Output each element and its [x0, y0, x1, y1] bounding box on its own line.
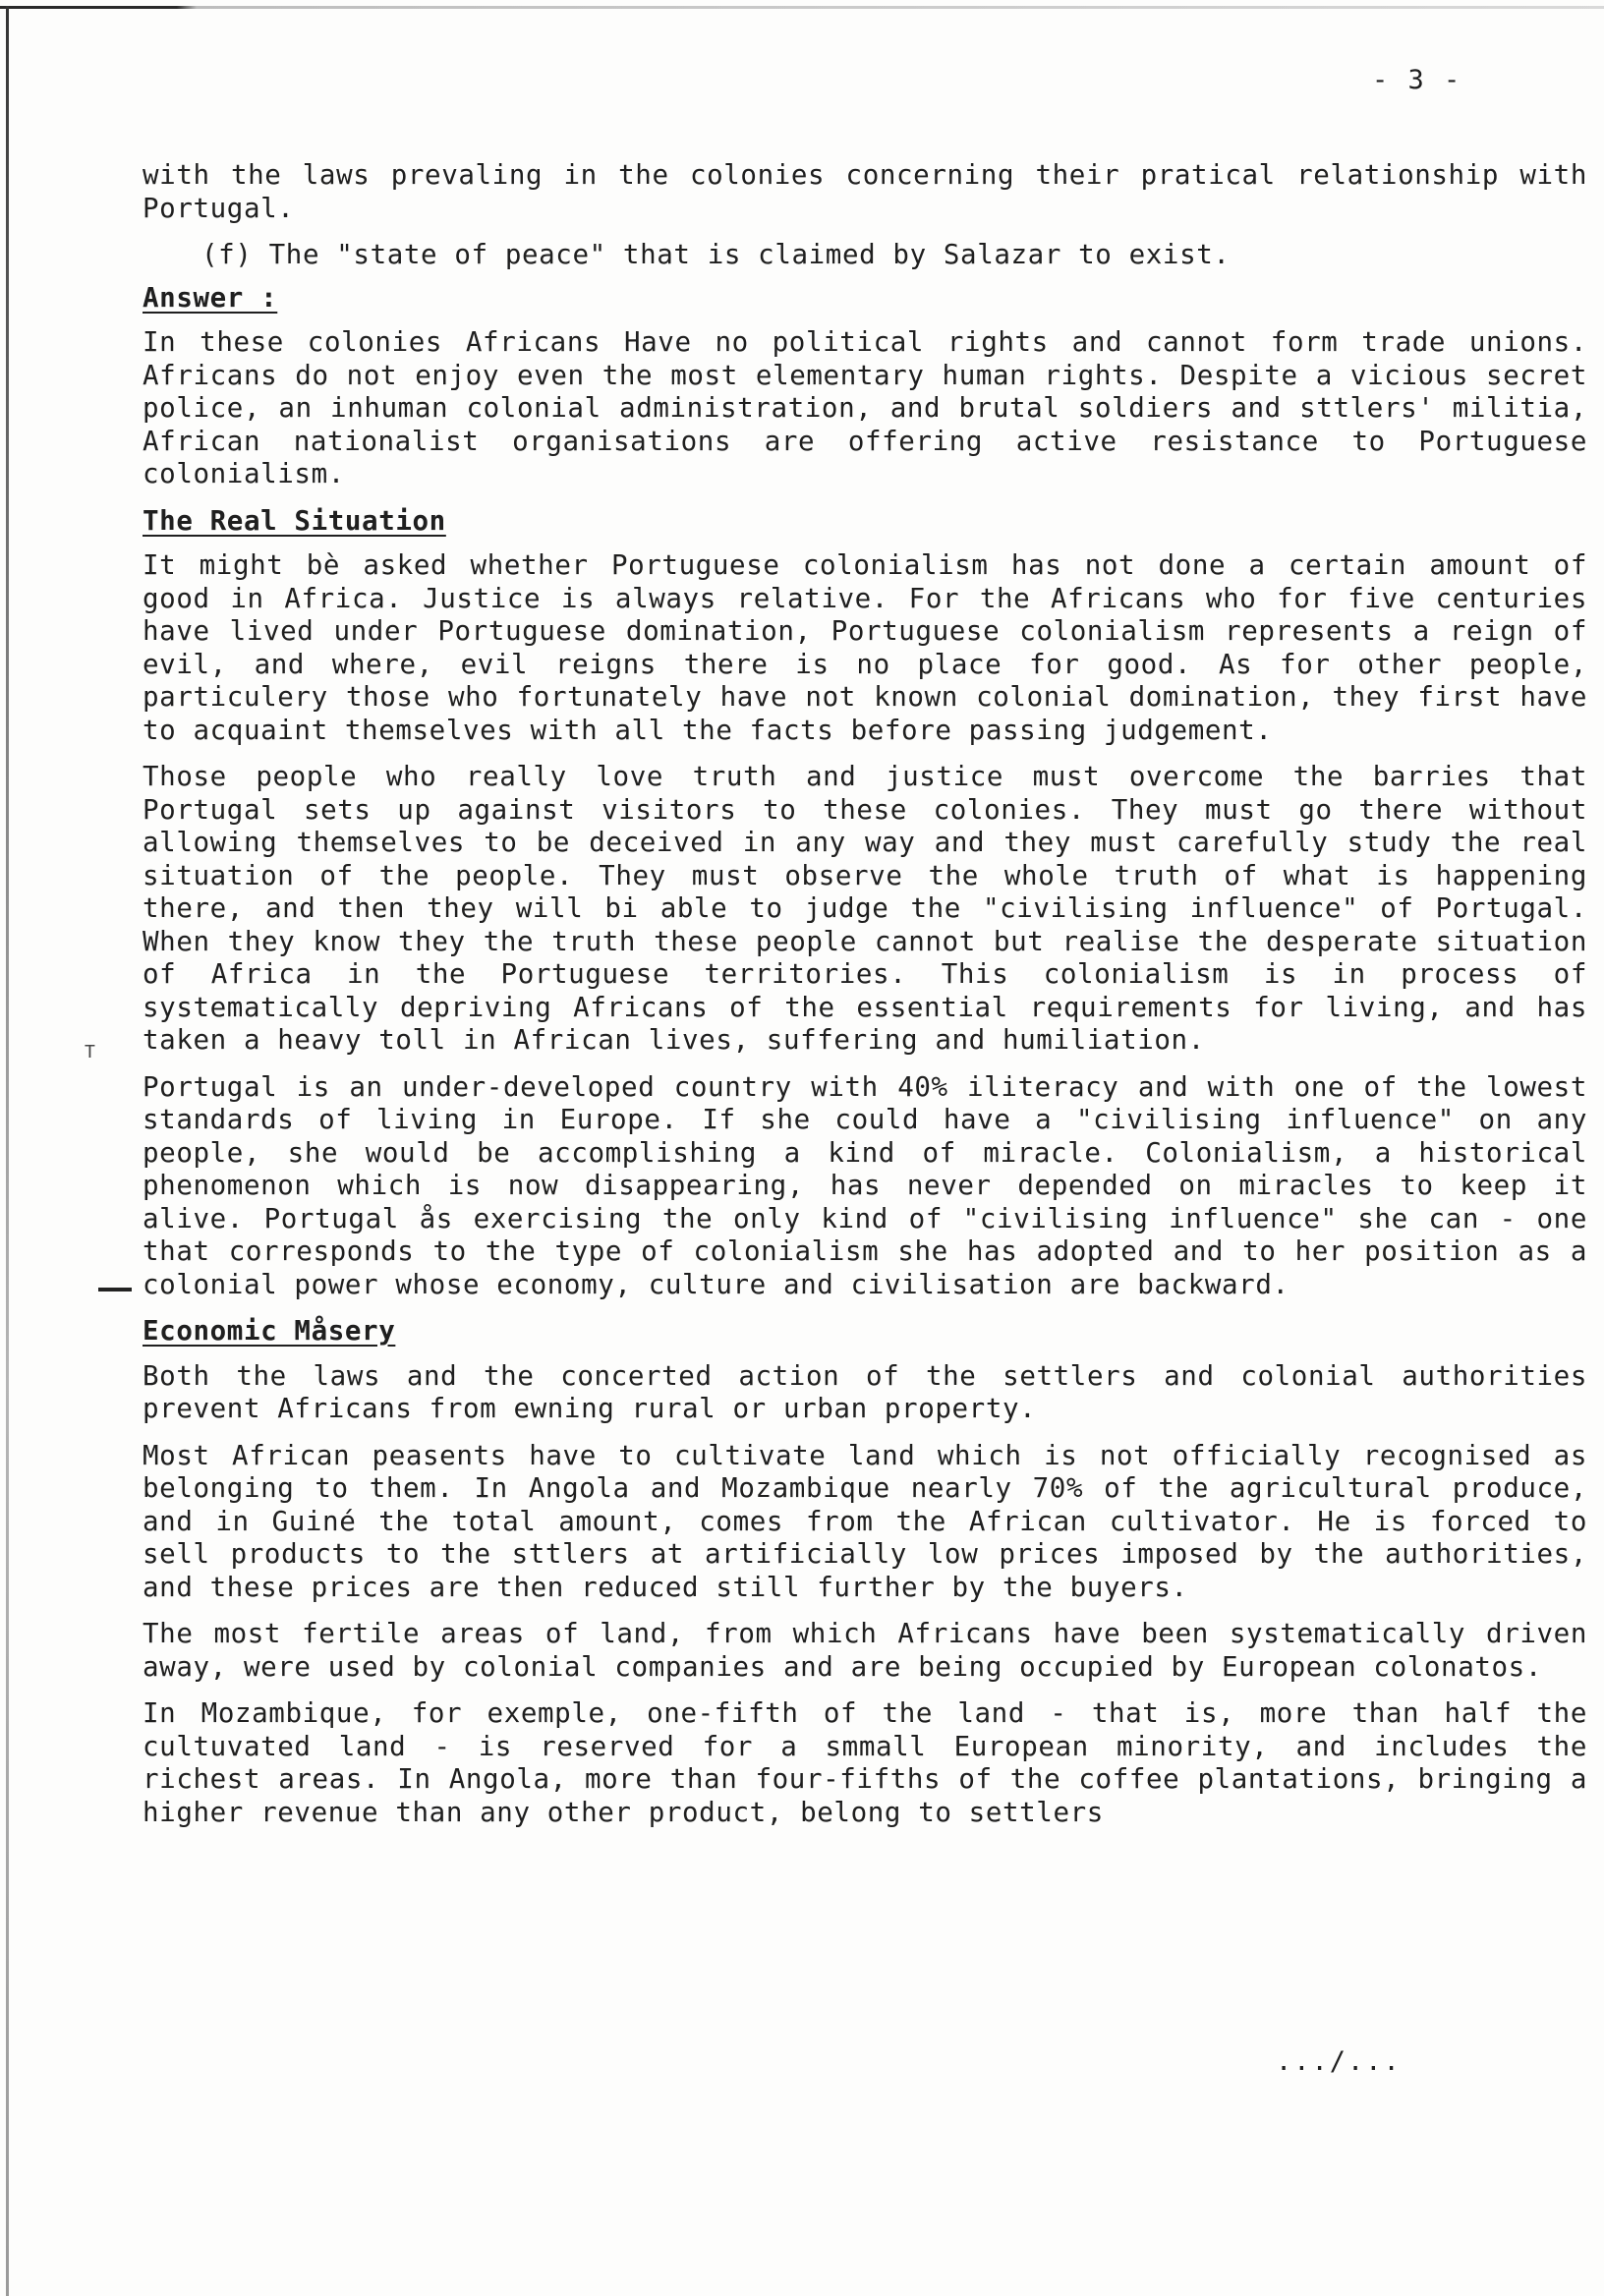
- margin-dash-mark: [98, 1288, 132, 1292]
- page-number: - 3 -: [1372, 65, 1462, 95]
- economic-misery-paragraph: Most African peasents have to cultivate land which is not officially recognised as belonging to them. In Angola and Mozambique nearly 70% of the agricultural produce, and in Guiné the total amount, comes from the African cultivator. He is forced to sell products to the sttlers at artificially low prices imposed by the authorities, and these prices are then reduced still further by the buyers.: [143, 1439, 1587, 1603]
- answer-heading: Answer :: [143, 281, 278, 314]
- page-top-edge: [0, 6, 1604, 9]
- real-situation-paragraph: Portugal is an under-developed country with 40% iliteracy and with one of the lowest standards of living in Europe. If she could have a "civilising influence" on any people, she would be accomplishing a kind of miracle. Colonialism, a historical phenomenon which is now disappearing, has never depended on miracles to keep it alive. Portugal ås exercising the only kind of "civilising influence" she can - one that corresponds to the type of colonialism she has adopted and to her position as a colonial power whose economy, culture and civilisation are backward.: [143, 1070, 1587, 1300]
- economic-misery-heading: Economic Måsery: [143, 1315, 396, 1347]
- margin-mark: T: [85, 1042, 95, 1062]
- page-left-edge: [6, 6, 9, 2296]
- intro-continuation: with the laws prevaling in the colonies concerning their pratical relationship with Portugal.: [143, 159, 1587, 224]
- economic-misery-paragraph: Both the laws and the concerted action of the settlers and colonial authorities prevent Africans from ewning rural or urban property.: [143, 1359, 1587, 1424]
- real-situation-heading: The Real Situation: [143, 504, 446, 537]
- question-f: (f) The "state of peace" that is claimed by Salazar to exist.: [201, 239, 1231, 270]
- economic-misery-paragraph: In Mozambique, for exemple, one-fifth of the land - that is, more than half the cultuvated land - is reserved for a smmall European minority, and includes the richest areas. In Angola, more than four-fifths of the coffee plantations, bringing a higher revenue than any other product, belong to settlers: [143, 1697, 1587, 1828]
- real-situation-paragraph: Those people who really love truth and justice must overcome the barries that Portugal sets up against visitors to these colonies. They must go there without allowing themselves to be deceived in any way and they must carefully study the real situation of the people. They must observe the whole truth of what is happening there, and then they will bi able to judge the "civilising influence" of Portugal. When they know they the truth these people cannot but realise the desperate situation of Africa in the Portuguese territories. This colonialism is in process of systematically depriving Africans of the essential requirements for living, and has taken a heavy toll in African lives, suffering and humiliation.: [143, 761, 1587, 1056]
- answer-paragraph: In these colonies Africans Have no political rights and cannot form trade unions. Africans do not enjoy even the most elementary human rights. Despite a vicious secret police, an inhuman colonial administration, and brutal soldiers and sttlers' militia, African nationalist organisations are offering active resistance to Portuguese colonialism.: [143, 326, 1587, 489]
- continued-marker: .../...: [1276, 2046, 1402, 2077]
- economic-misery-paragraph: The most fertile areas of land, from which Africans have been systematically driven away, were used by colonial companies and are being occupied by European colonatos.: [143, 1618, 1587, 1683]
- document-body: [143, 159, 1587, 1843]
- real-situation-paragraph: It might bè asked whether Portuguese colonialism has not done a certain amount of good in Africa. Justice is always relative. For the Africans who for five centuries have lived under Portuguese domination, Portuguese colonialism represents a reign of evil, and where, evil reigns there is no place for good. As for other people, particulery those who fortunately have not known colonial domination, they first have to acquaint themselves with all the facts before passing judgement.: [143, 549, 1587, 746]
